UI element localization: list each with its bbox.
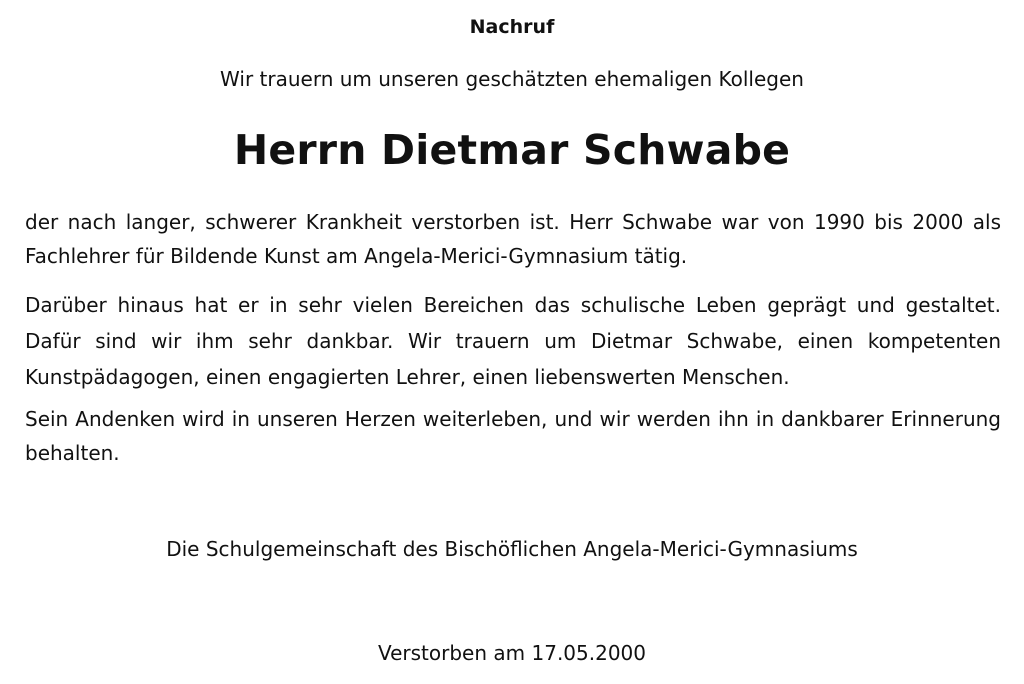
date-line: Verstorben am 17.05.2000 [377, 641, 647, 665]
signature-line: Die Schulgemeinschaft des Bischöflichen Angela-Merici-Gymnasiums [166, 537, 858, 561]
intro-line: Wir trauern um unseren geschätzten ehemaligen Kollegen [220, 67, 804, 91]
deceased-name: Herrn Dietmar Schwabe [233, 126, 791, 174]
paragraph-2: Darüber hinaus hat er in sehr vielen Bereichen das schulische Leben geprägt und gestaltet. Dafür sind wir ihm sehr dankbar. Wir trauern um Dietmar Schwabe, einen kompetenten Kunstpädagogen, einen engagierten Lehrer, einen liebenswerten Menschen. [25, 293, 1001, 389]
paragraph-1: der nach langer, schwerer Krankheit verstorben ist. Herr Schwabe war von 1990 bis 2000 als Fachlehrer für Bildende Kunst am Angela-Merici-Gymnasium tätig. [25, 210, 1001, 268]
paragraph-3: Sein Andenken wird in unseren Herzen weiterleben, und wir werden ihn in dankbarer Erinnerung behalten. [25, 407, 1001, 465]
document-heading: Nachruf [469, 16, 555, 38]
